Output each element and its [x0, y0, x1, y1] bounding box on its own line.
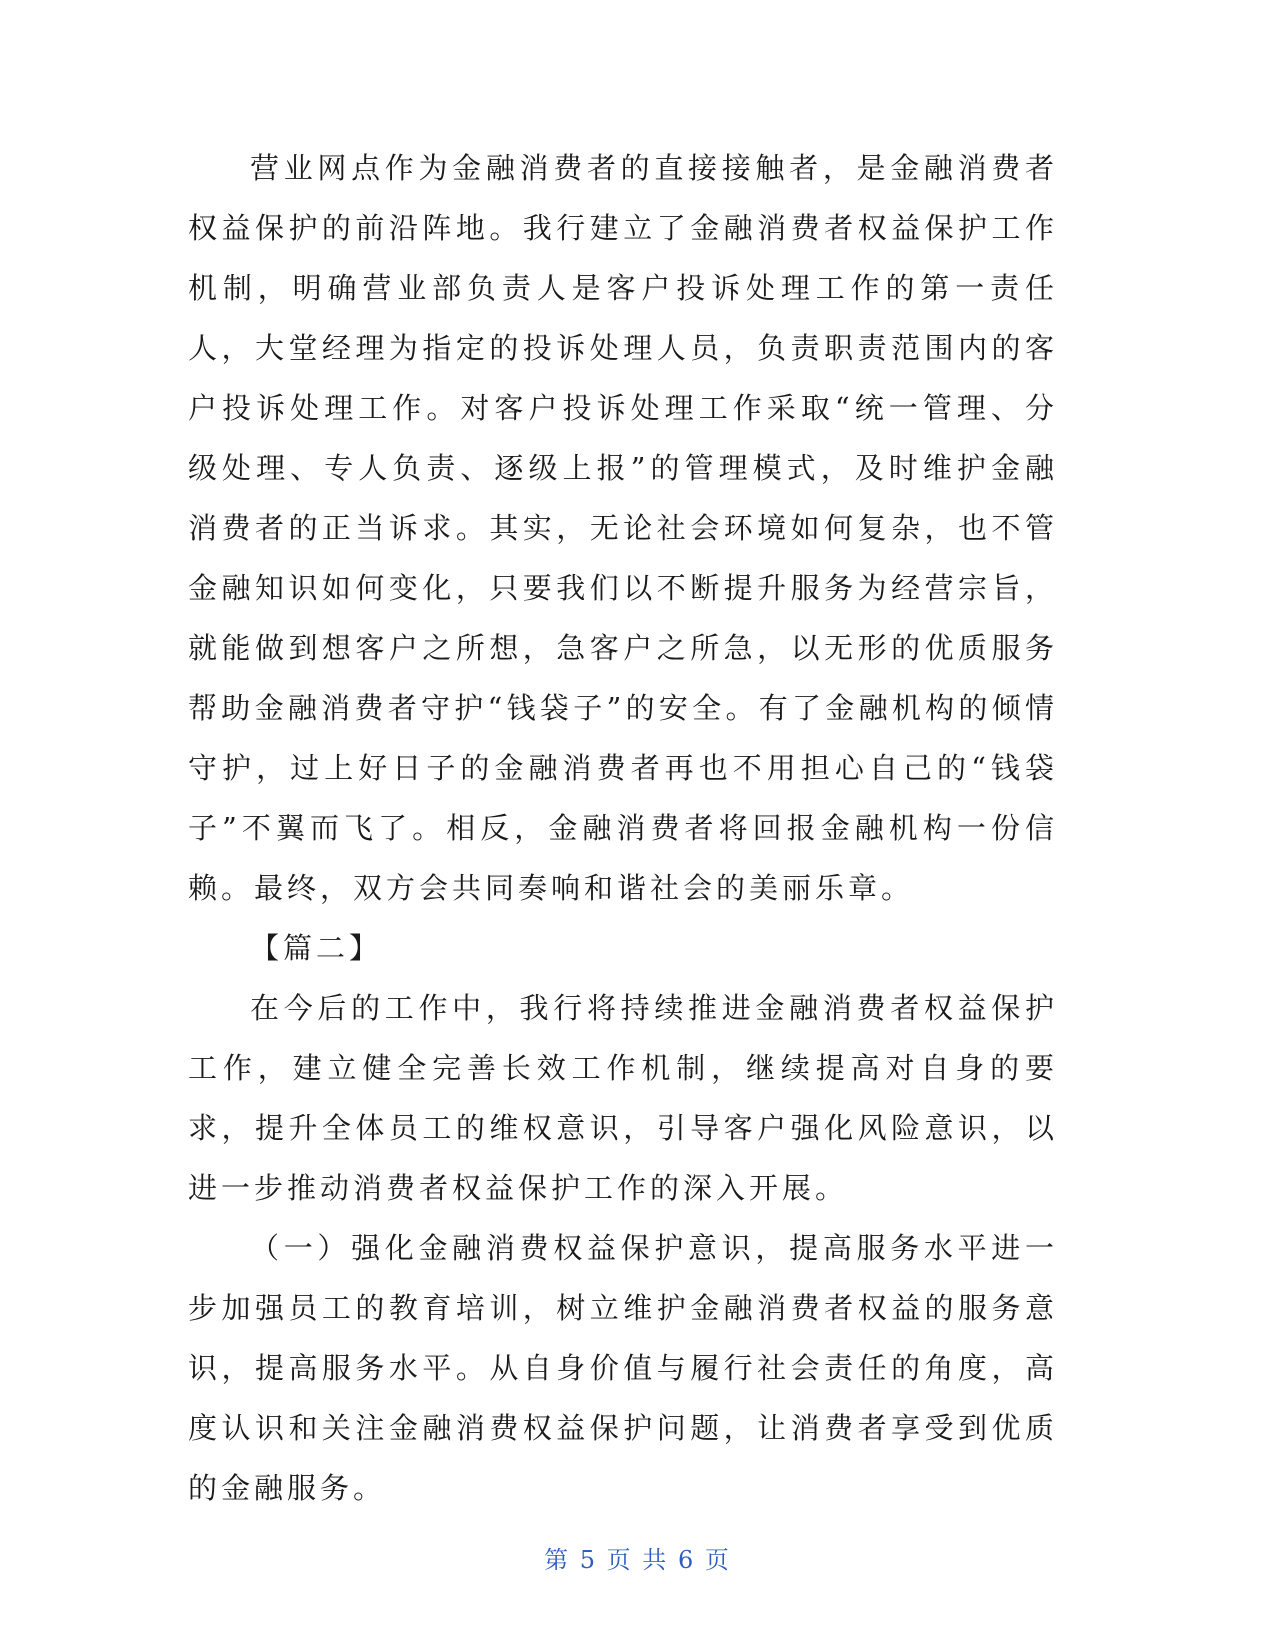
- paragraph-intro: 营业网点作为金融消费者的直接接触者，是金融消费者权益保护的前沿阵地。我行建立了金融消费者权益保护工作机制，明确营业部负责人是客户投诉处理工作的第一责任人，大堂经理为指定的投诉处理人员，负责职责范围内的客户投诉处理工作。对客户投诉处理工作采取“统一管理、分级处理、专人负责、逐级上报”的管理模式，及时维护金融消费者的正当诉求。其实，无论社会环境如何复杂，也不管金融知识如何变化，只要我们以不断提升服务为经营宗旨，就能做到想客户之所想，急客户之所急，以无形的优质服务帮助金融消费者守护“钱袋子”的安全。有了金融机构的倾情守护，过上好日子的金融消费者再也不用担心自己的“钱袋子”不翼而飞了。相反，金融消费者将回报金融机构一份信赖。最终，双方会共同奏响和谐社会的美丽乐章。: [188, 151, 1058, 905]
- page-number: 第 5 页 共 6 页: [544, 1546, 731, 1574]
- paragraph-future-work: 在今后的工作中，我行将持续推进金融消费者权益保护工作，建立健全完善长效工作机制，继续提高对自身的要求，提升全体员工的维权意识，引导客户强化风险意识，以进一步推动消费者权益保护工作的深入开展。: [188, 991, 1058, 1205]
- section-heading: 【篇二】: [250, 931, 383, 965]
- document-body: [188, 138, 1058, 1518]
- paragraph-point-one: （一）强化金融消费权益保护意识，提高服务水平进一步加强员工的教育培训，树立维护金融消费者权益的服务意识，提高服务水平。从自身价值与履行社会责任的角度，高度认识和关注金融消费权益保护问题，让消费者享受到优质的金融服务。: [188, 1231, 1058, 1505]
